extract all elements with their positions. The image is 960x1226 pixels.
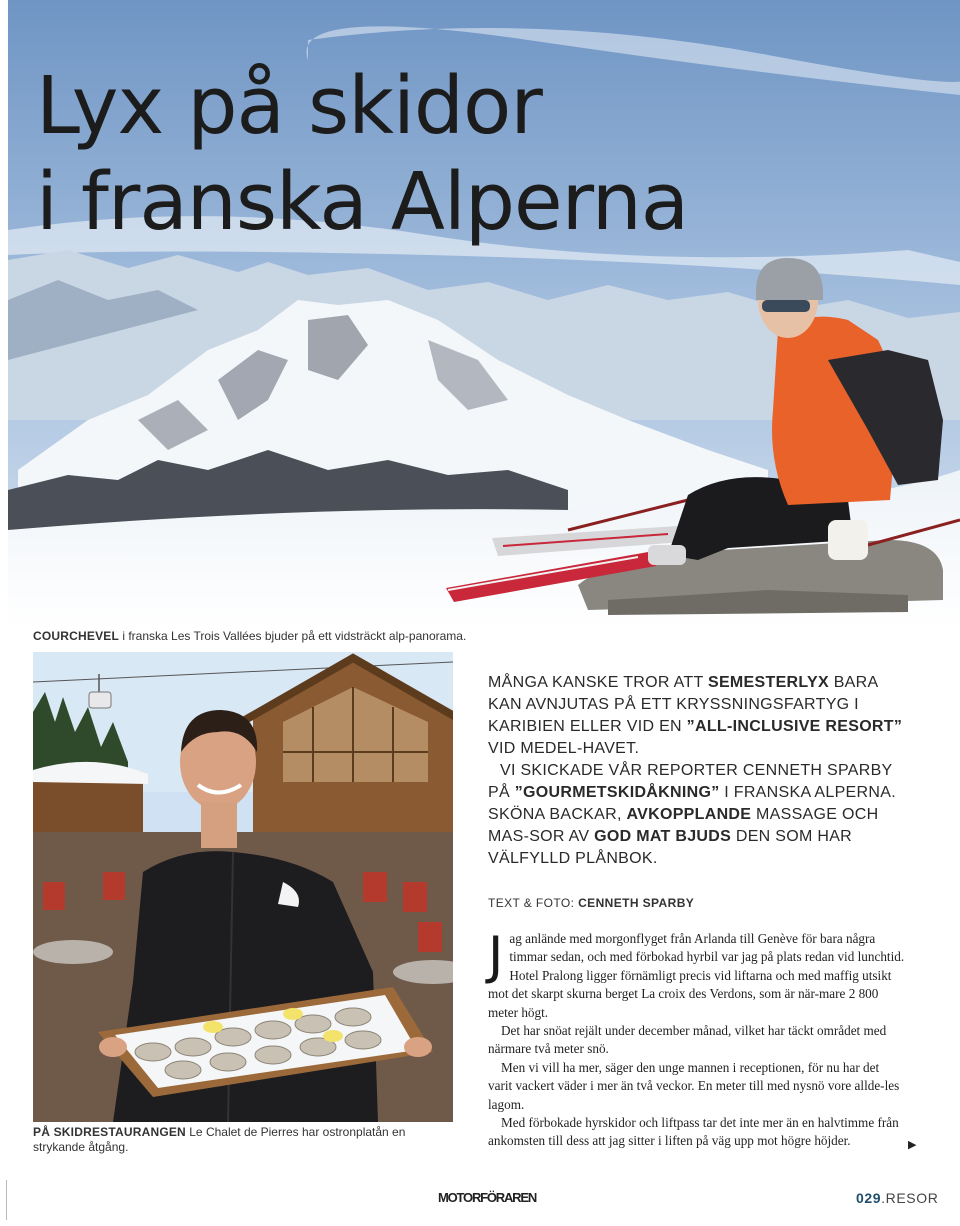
article-lead xyxy=(488,672,908,870)
body-paragraph-1 xyxy=(488,926,906,1022)
article-body xyxy=(488,926,906,1151)
lead-emphasis: SEMESTERLYX xyxy=(707,674,829,691)
lead-emphasis: ”ALL-INCLUSIVE RESORT” xyxy=(686,718,903,735)
byline-author: CENNETH SPARBY xyxy=(578,896,695,910)
body-paragraph-4: Med förbokade hyrskidor och liftpass tar det inte mer än en halvtimme från ankomsten till dess att jag sitter i liften på väg upp mot högre höjder. xyxy=(488,1115,899,1149)
page-number: 029 xyxy=(856,1190,882,1206)
title-line-1: Lyx på skidor xyxy=(36,60,542,152)
photo-caption xyxy=(33,1125,458,1155)
title-line-2: i franska Alperna xyxy=(36,156,689,248)
lead-emphasis: AVKOPPLANDE xyxy=(626,806,752,823)
margin-rule xyxy=(6,1180,7,1220)
lead-emphasis: GOD MAT BJUDS xyxy=(594,828,732,845)
hero-caption-text: i franska Les Trois Vallées bjuder på ett vidsträckt alp-panorama. xyxy=(119,629,467,643)
hero-caption xyxy=(33,629,466,644)
lead-text: MASSAGE OCH MAS-SOR AV xyxy=(488,806,879,845)
lead-paragraph-2 xyxy=(488,760,908,870)
body-text: ag anlände med morgonflyget från Arlanda till Genève för bara några timmar sedan, och med förbokad hyrbil var jag på plats redan vid lunchtid. Hotel Pralong ligger förnämligt precis vid liftarna och med maffig utsikt mot det skarpt skurna berget La croix des Verdons, som är när-mare 2 800 meter högt. xyxy=(488,931,905,1020)
magazine-brand: MOTORFÖRAREN xyxy=(438,1190,537,1205)
restaurant-photo-art xyxy=(33,652,453,1122)
restaurant-photo xyxy=(33,652,453,1122)
lead-text: I FRANSKA ALPERNA. SKÖNA BACKAR, xyxy=(488,784,896,823)
continue-arrow-icon: ▶ xyxy=(908,1139,917,1151)
body-paragraph-3: Men vi vill ha mer, säger den unge mannen i receptionen, för nu har det varit vackert väder i mer än två veckor. En meter till med nysnö vore allde-les lagom. xyxy=(488,1059,900,1112)
byline-label: TEXT & FOTO: xyxy=(488,896,579,910)
body-paragraph-2: Det har snöat rejält under december månad, vilket har täckt området med närmare två meter snö. xyxy=(488,1023,887,1057)
lead-text: BARA KAN AVNJUTAS PÅ ETT KRYSSNINGSFARTYG I KARIBIEN ELLER VID EN xyxy=(488,674,878,735)
lead-paragraph-1 xyxy=(488,672,908,760)
lead-text: VI SKICKADE VÅR REPORTER CENNETH SPARBY PÅ xyxy=(488,762,893,801)
byline xyxy=(488,896,694,910)
photo-caption-text: Le Chalet de Pierres har ostronplatån en strykande åtgång. xyxy=(33,1125,406,1154)
lead-text: MÅNGA KANSKE TROR ATT xyxy=(488,674,708,691)
article-title xyxy=(36,58,688,250)
lead-text: DEN SOM HAR VÄLFYLLD PLÅNBOK. xyxy=(488,828,853,867)
hero-caption-lead: COURCHEVEL xyxy=(33,629,120,643)
page-folio xyxy=(856,1190,938,1206)
section-name: .RESOR xyxy=(881,1190,939,1206)
lead-text: VID MEDEL-HAVET. xyxy=(488,740,640,757)
drop-cap: J xyxy=(488,926,504,986)
photo-caption-lead: PÅ SKIDRESTAURANGEN xyxy=(33,1125,186,1139)
lead-emphasis: ”GOURMETSKIDÅKNING” xyxy=(514,784,720,801)
